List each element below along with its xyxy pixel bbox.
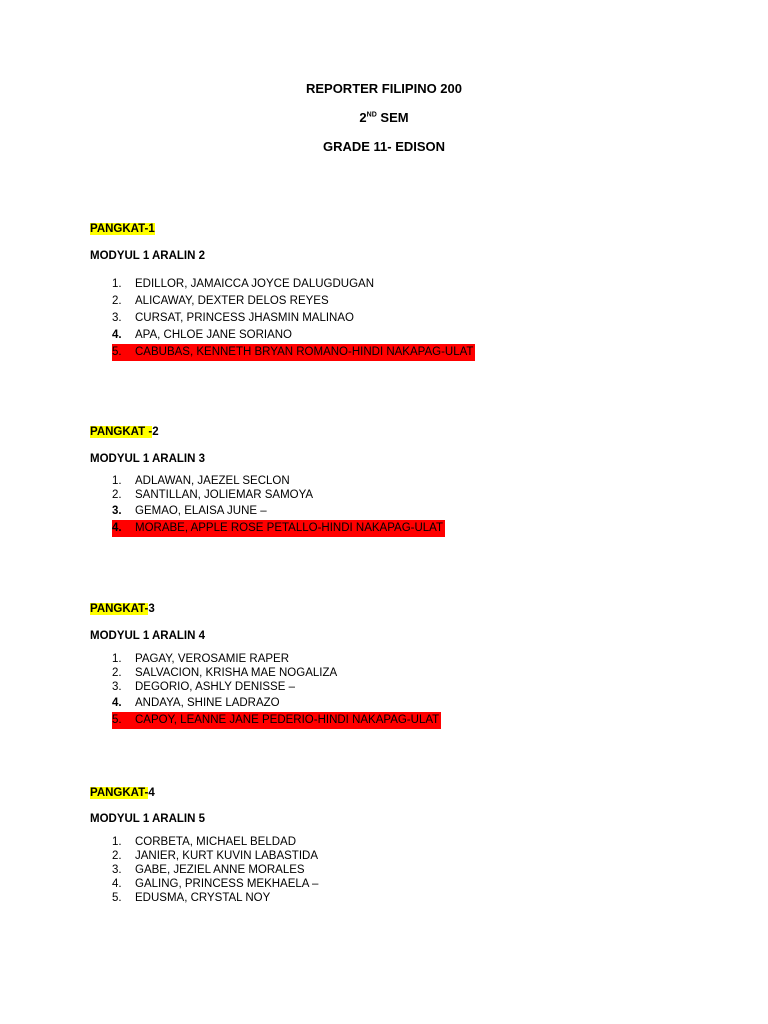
- list-item: 3. DEGORIO, ASHLY DENISSE –: [112, 681, 295, 693]
- list-item: 1. CORBETA, MICHAEL BELDAD: [112, 836, 297, 848]
- modyul-heading-1: MODYUL 1 ARALIN 2: [90, 250, 206, 262]
- group-label-highlight: PANGKAT-: [90, 603, 149, 615]
- modyul-heading-3: MODYUL 1 ARALIN 4: [90, 630, 206, 642]
- list-item: 1. ADLAWAN, JAEZEL SECLON: [112, 475, 290, 487]
- member-list-2: [112, 475, 445, 537]
- list-item: 1. EDILLOR, JAMAICCA JOYCE DALUGDUGAN: [112, 278, 374, 290]
- modyul-heading-2: MODYUL 1 ARALIN 3: [90, 453, 206, 465]
- list-item: [112, 520, 445, 537]
- semester-line: [0, 110, 768, 125]
- semester-suffix: ND: [366, 111, 377, 119]
- list-item: 4. APA, CHLOE JANE SORIANO: [112, 329, 292, 341]
- group-label-1: [90, 223, 155, 235]
- group-label-number: 2: [152, 426, 159, 438]
- group-label-3: [90, 603, 155, 615]
- list-item: 2. SANTILLAN, JOLIEMAR SAMOYA: [112, 489, 314, 501]
- list-item: 3. CURSAT, PRINCESS JHASMIN MALINAO: [112, 312, 354, 324]
- group-label-4: [90, 787, 155, 799]
- document-title: REPORTER FILIPINO 200: [305, 81, 463, 96]
- list-item: [112, 712, 441, 729]
- grade-section: GRADE 11- EDISON: [322, 139, 446, 154]
- member-list-3: [112, 653, 441, 729]
- list-item: 2. ALICAWAY, DEXTER DELOS REYES: [112, 295, 329, 307]
- semester-number: 2: [359, 110, 367, 125]
- list-item: 1. PAGAY, VEROSAMIE RAPER: [112, 653, 290, 665]
- group-label-highlight: PANGKAT-: [90, 787, 149, 799]
- highlighted-member: 4. MORABE, APPLE ROSE PETALLO-HINDI NAKAPAG-ULAT: [112, 520, 445, 537]
- modyul-heading-4: MODYUL 1 ARALIN 5: [90, 813, 206, 825]
- list-item: 4. ANDAYA, SHINE LADRAZO: [112, 697, 280, 709]
- list-item: [112, 344, 475, 361]
- highlighted-member: 5. CAPOY, LEANNE JANE PEDERIO-HINDI NAKAPAG-ULAT: [112, 712, 441, 729]
- list-item: 2. SALVACION, KRISHA MAE NOGALIZA: [112, 667, 338, 679]
- list-item: 5. EDUSMA, CRYSTAL NOY: [112, 892, 271, 904]
- group-label-number: 3: [148, 603, 155, 615]
- list-item: 4. GALING, PRINCESS MEKHAELA –: [112, 878, 319, 890]
- group-label-2: [90, 426, 159, 438]
- member-list-1: [112, 276, 475, 361]
- list-item: 2. JANIER, KURT KUVIN LABASTIDA: [112, 850, 318, 862]
- group-label-highlight: PANGKAT -: [90, 426, 153, 438]
- highlighted-member: 5. CABUBAS, KENNETH BRYAN ROMANO-HINDI NAKAPAG-ULAT: [112, 344, 475, 361]
- group-label-number: 4: [148, 787, 155, 799]
- member-list-4: [112, 836, 318, 906]
- group-label-highlight: PANGKAT-1: [90, 223, 155, 235]
- semester-text: SEM: [376, 110, 409, 125]
- list-item: 3. GABE, JEZIEL ANNE MORALES: [112, 864, 305, 876]
- list-item: 3. GEMAO, ELAISA JUNE –: [112, 505, 267, 517]
